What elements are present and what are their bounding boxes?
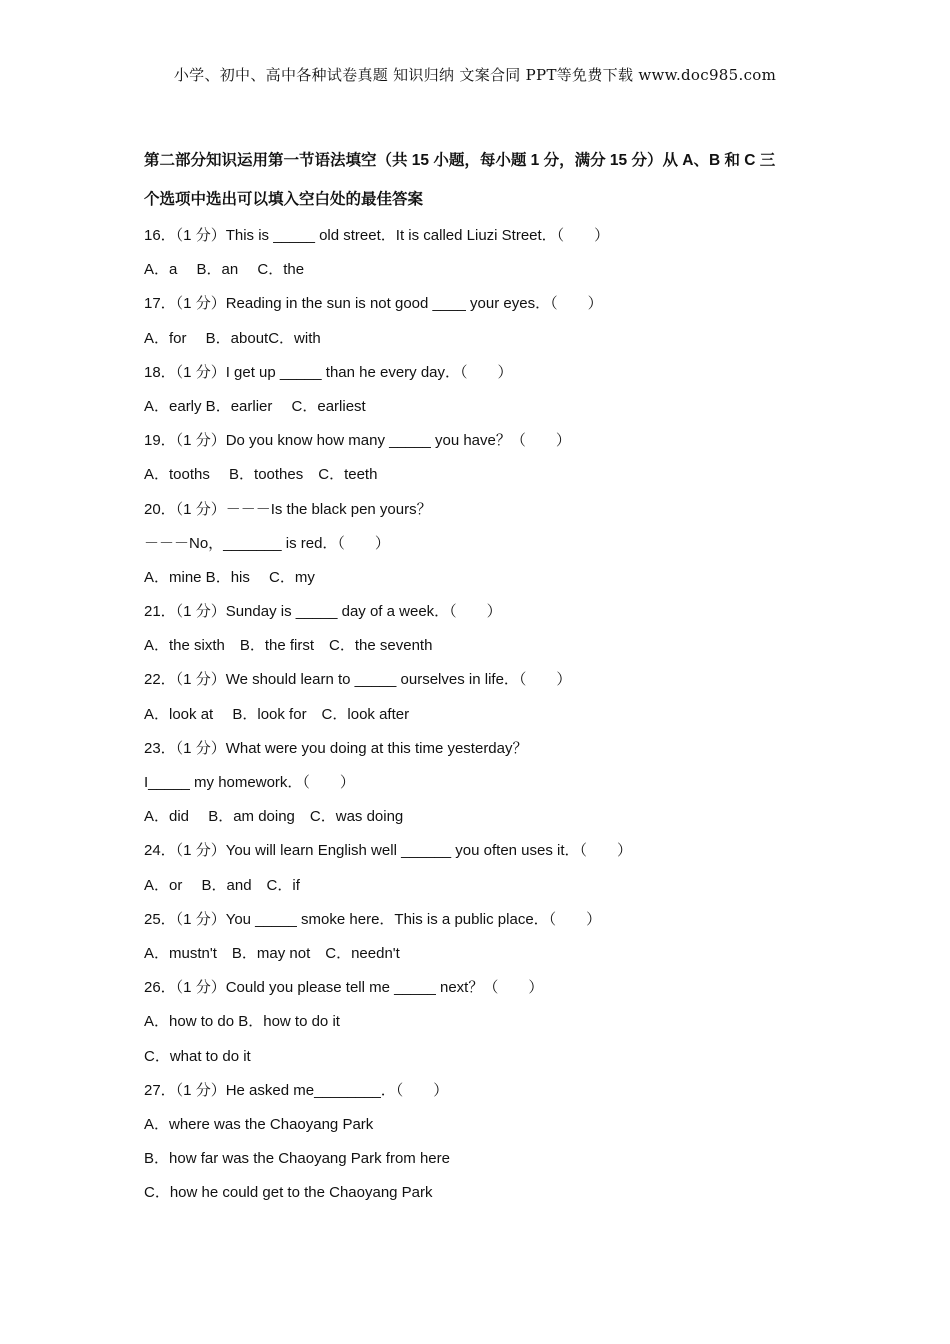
question-24: 24．（1 分）You will learn English well ______ you often uses it．（ ） — [144, 842, 633, 860]
options-17: A．for B．aboutC．with — [144, 329, 321, 347]
question-17: 17．（1 分）Reading in the sun is not good ____ your eyes．（ ） — [144, 295, 603, 313]
question-19: 19．（1 分）Do you know how many _____ you have？（ ） — [144, 432, 571, 450]
options-16: A．a B．an C．the — [144, 261, 305, 279]
options-20: A．mine B．his C．my — [144, 568, 315, 586]
section-title-line-2: 个选项中选出可以填入空白处的最佳答案 — [144, 191, 424, 208]
question-23-reply: I_____ my homework．（ ） — [144, 774, 355, 791]
section-title-line-1: 第二部分知识运用第一节语法填空（共 15 小题，每小题 1 分，满分 15 分）从 A、B 和 C 三 — [144, 152, 776, 169]
options-21: A．the sixth B．the first C．the seventh — [144, 637, 433, 655]
options-27-b: B．how far was the Chaoyang Park from here — [144, 1150, 450, 1168]
question-16: 16．（1 分）This is _____ old street．It is called Liuzi Street．（ ） — [144, 227, 610, 244]
question-27: 27．（1 分）He asked me________．（ ） — [144, 1081, 449, 1099]
options-25: A．mustn't B．may not C．needn't — [144, 944, 400, 962]
options-26-c: C．what to do it — [144, 1047, 251, 1065]
question-25: 25．（1 分）You _____ smoke here．This is a public place．（ ） — [144, 910, 602, 928]
question-23: 23．（1 分）What were you doing at this time yesterday？ — [144, 739, 528, 757]
options-19: A．tooths B．toothes C．teeth — [144, 466, 378, 484]
page-header: 小学、初中、高中各种试卷真题 知识归纳 文案合同 PPT等免费下载 www.doc985.com — [173, 66, 777, 84]
question-22: 22．（1 分）We should learn to _____ ourselves in life．（ ） — [144, 671, 572, 689]
options-23: A．did B．am doing C．was doing — [144, 808, 404, 826]
options-18: A．early B．earlier C．earliest — [144, 397, 366, 415]
question-20-reply: －－－No，_______ is red．（ ） — [144, 534, 390, 552]
exam-content — [144, 141, 814, 1210]
question-18: 18．（1 分）I get up _____ than he every day．（ ） — [144, 363, 513, 381]
question-20: 20．（1 分）－－－Is the black pen yours？ — [144, 500, 432, 518]
options-27-a: A．where was the Chaoyang Park — [144, 1115, 374, 1133]
options-27-c: C．how he could get to the Chaoyang Park — [144, 1184, 433, 1202]
options-22: A．look at B．look for C．look after — [144, 705, 410, 723]
options-24: A．or B．and C．if — [144, 876, 300, 894]
options-26-ab: A．how to do B．how to do it — [144, 1013, 340, 1031]
question-26: 26．（1 分）Could you please tell me _____ next？（ ） — [144, 979, 544, 997]
question-21: 21．（1 分）Sunday is _____ day of a week．（ ） — [144, 603, 502, 621]
